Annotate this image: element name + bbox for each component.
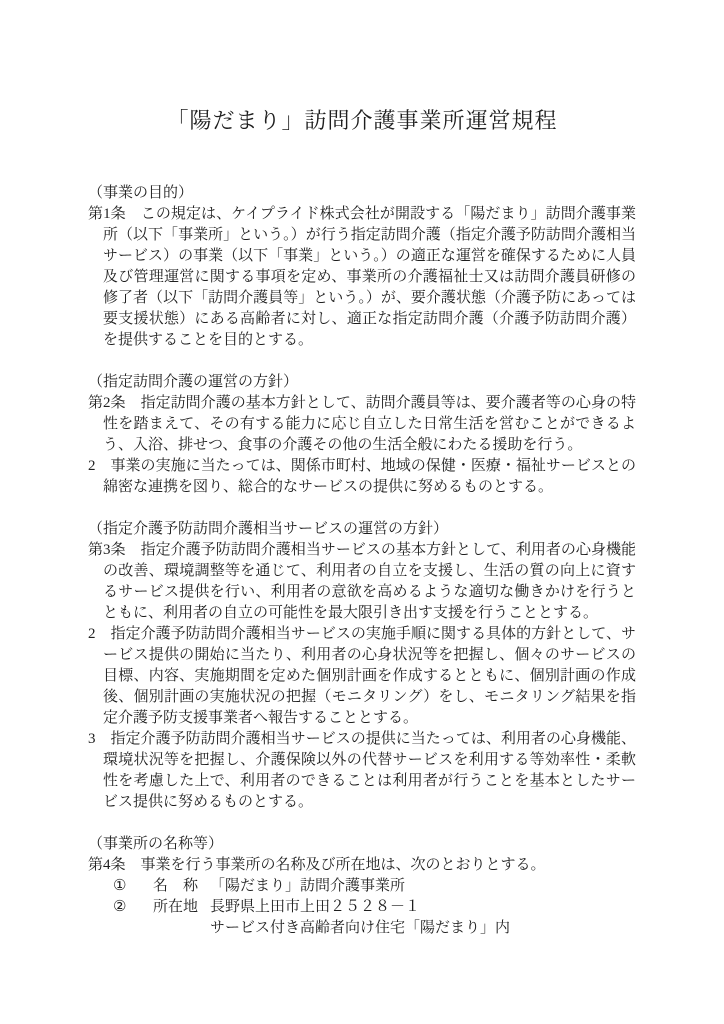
office-name-label: 名 称 bbox=[153, 878, 199, 894]
document-body bbox=[88, 183, 636, 939]
document-title: 「陽だまり」訪問介護事業所運営規程 bbox=[166, 108, 558, 133]
article-3-paragraph-1: 第3条 指定介護予防訪問介護相当サービスの基本方針として、利用者の心身機能の改善、環境調整等を通じて、利用者の自立を支援し、生活の質の向上に資するサービス提供を行い、利用者の意欲を高めるような適切な働きかけを行うとともに、利用者の自立の可能性を最大限引き出す支援を行うこととする。 bbox=[88, 542, 636, 621]
item-marker: ① bbox=[113, 878, 127, 894]
office-name-value-line: 「陽だまり」訪問介護事業所 bbox=[210, 878, 406, 894]
section-home-visit-care-policy bbox=[88, 372, 636, 498]
office-name-value bbox=[210, 876, 636, 897]
article-2-paragraph-2: 2 事業の実施に当たっては、関係市町村、地域の保健・医療・福祉サービスとの綿密な連携を図り、総合的なサービスの提供に努めるものとする。 bbox=[88, 458, 636, 495]
office-address-row bbox=[88, 897, 636, 939]
article-3-paragraph-3: 3 指定介護予防訪問介護相当サービスの提供に当たっては、利用者の心身機能、環境状況等を把握し、介護保険以外の代替サービスを利用する等効率性・柔軟性を考慮した上で、利用者のできることは利用者が行うことを基本としたサービス提供に努めるものとする。 bbox=[88, 731, 636, 810]
article-4-paragraph: 第4条 事業を行う事業所の名称及び所在地は、次のとおりとする。 bbox=[88, 857, 546, 873]
section-header: （事業所の名称等） bbox=[88, 836, 224, 852]
office-address-value-line: 長野県上田市上田２５２８－１ bbox=[210, 899, 421, 915]
office-address-value bbox=[210, 897, 636, 939]
office-address-value-line: サービス付き高齢者向け住宅「陽だまり」内 bbox=[210, 920, 511, 936]
section-header: （事業の目的） bbox=[88, 185, 194, 201]
article-1-paragraph: 第1条 この規定は、ケイプライド株式会社が開設する「陽だまり」訪問介護事業所（以下「事業所」という。）が行う指定訪問介護（指定介護予防訪問介護相当サービス）の事業（以下「事業」という。）の適正な運営を確保するために人員及び管理運営に関する事項を定め、事業所の介護福祉士又は訪問介護員研修の修了者（以下「訪問介護員等」という。）が、要介護状態（介護予防にあっては要支援状態）にある高齢者に対し、適正な指定訪問介護（介護予防訪問介護）を提供することを目的とする。 bbox=[88, 206, 636, 348]
item-marker: ② bbox=[113, 899, 127, 915]
office-name-row bbox=[88, 876, 636, 897]
section-header: （指定訪問介護の運営の方針） bbox=[88, 374, 299, 390]
office-address-label: 所在地 bbox=[153, 899, 199, 915]
section-office-name-location bbox=[88, 834, 636, 939]
section-business-purpose bbox=[88, 183, 636, 351]
article-2-paragraph-1: 第2条 指定訪問介護の基本方針として、訪問介護員等は、要介護者等の心身の特性を踏まえて、その有する能力に応じ自立した日常生活を営むことができるよう、入浴、排せつ、食事の介護その他の生活全般にわたる援助を行う。 bbox=[88, 395, 636, 453]
section-header: （指定介護予防訪問介護相当サービスの運営の方針） bbox=[88, 521, 449, 537]
section-preventive-care-policy bbox=[88, 519, 636, 813]
article-3-paragraph-2: 2 指定介護予防訪問介護相当サービスの実施手順に関する具体的方針として、サービス提供の開始に当たり、利用者の心身状況等を把握し、個々のサービスの目標、内容、実施期間を定めた個別計画を作成するとともに、個別計画の作成後、個別計画の実施状況の把握（モニタリング）をし、モニタリング結果を指定介護予防支援事業者へ報告することとする。 bbox=[88, 626, 636, 726]
